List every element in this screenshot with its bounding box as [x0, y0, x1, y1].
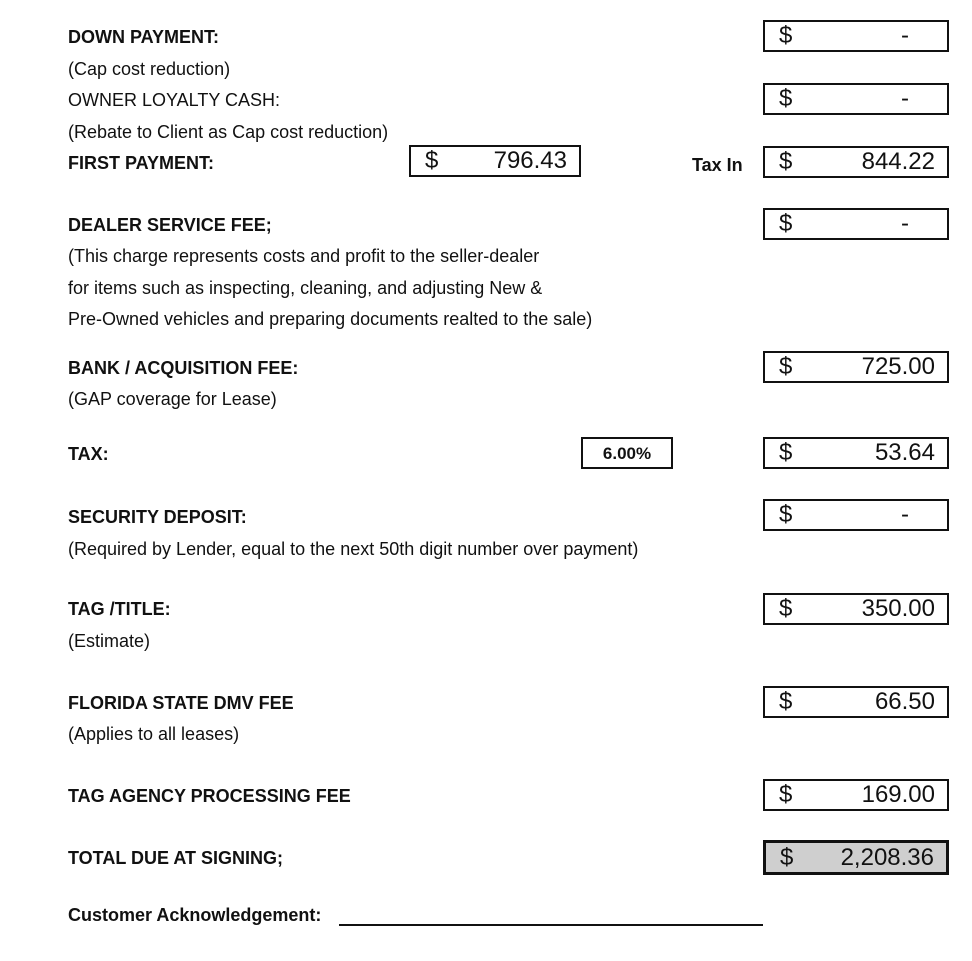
owner-loyalty-amount-box	[763, 83, 949, 115]
tax-label: TAX:	[68, 444, 109, 464]
owner-loyalty-note: (Rebate to Client as Cap cost reduction)	[68, 122, 389, 142]
dealer-fee-amount-box	[763, 208, 949, 240]
owner-loyalty-amount: -	[901, 85, 909, 112]
tag-title-label: TAG /TITLE:	[68, 599, 171, 619]
down-payment-note: (Cap cost reduction)	[68, 59, 231, 79]
bank-fee-label: BANK / ACQUISITION FEE:	[68, 358, 299, 378]
currency-symbol: $	[779, 439, 793, 466]
tag-title-amount-box	[763, 593, 949, 625]
currency-symbol: $	[779, 501, 793, 528]
bank-fee-amount-box	[763, 351, 949, 383]
dealer-fee-label: DEALER SERVICE FEE;	[68, 215, 272, 235]
down-payment-label: DOWN PAYMENT:	[68, 27, 220, 47]
currency-symbol: $	[779, 353, 793, 380]
tax-in-label: Tax In	[692, 155, 743, 175]
first-payment-pretax-amount: 796.43	[493, 147, 567, 174]
dealer-fee-amount: -	[901, 210, 909, 237]
currency-symbol: $	[425, 147, 439, 174]
customer-acknowledgement-label: Customer Acknowledgement:	[68, 905, 322, 925]
currency-symbol: $	[779, 595, 793, 622]
security-deposit-amount-box	[763, 499, 949, 531]
tax-rate-box: 6.00%	[581, 437, 673, 469]
security-deposit-label: SECURITY DEPOSIT:	[68, 507, 247, 527]
bank-fee-amount: 725.00	[861, 353, 935, 380]
down-payment-amount: -	[901, 22, 909, 49]
dmv-fee-amount: 66.50	[874, 688, 935, 715]
security-deposit-amount: -	[901, 501, 909, 528]
down-payment-amount-box	[763, 20, 949, 52]
dealer-fee-note-line-2: for items such as inspecting, cleaning, and adjusting New &	[68, 278, 543, 298]
currency-symbol: $	[779, 781, 793, 808]
agency-fee-amount: 169.00	[861, 781, 935, 808]
first-payment-amount: 844.22	[861, 148, 935, 175]
agency-fee-amount-box	[763, 779, 949, 811]
dmv-fee-label: FLORIDA STATE DMV FEE	[68, 693, 294, 713]
first-payment-amount-box	[763, 146, 949, 178]
first-payment-label: FIRST PAYMENT:	[68, 153, 215, 173]
tag-title-note: (Estimate)	[68, 631, 151, 651]
currency-symbol: $	[779, 148, 793, 175]
currency-symbol: $	[779, 688, 793, 715]
currency-symbol: $	[779, 22, 793, 49]
signature-line[interactable]	[339, 924, 763, 926]
total-due-amount: 2,208.36	[840, 844, 934, 871]
agency-fee-label: TAG AGENCY PROCESSING FEE	[68, 786, 351, 806]
dmv-fee-amount-box	[763, 686, 949, 718]
dealer-fee-note-line-3: Pre-Owned vehicles and preparing documents realted to the sale)	[68, 309, 593, 329]
security-deposit-note: (Required by Lender, equal to the next 50th digit number over payment)	[68, 539, 639, 559]
currency-symbol: $	[780, 844, 794, 871]
dealer-fee-note-line-1: (This charge represents costs and profit to the seller-dealer	[68, 246, 540, 266]
total-due-amount-box	[763, 840, 949, 875]
tag-title-amount: 350.00	[861, 595, 935, 622]
dmv-fee-note: (Applies to all leases)	[68, 724, 240, 744]
first-payment-pretax-box	[409, 145, 581, 177]
owner-loyalty-label: OWNER LOYALTY CASH:	[68, 90, 281, 110]
total-due-label: TOTAL DUE AT SIGNING;	[68, 848, 283, 868]
tax-amount: 53.64	[874, 439, 935, 466]
tax-amount-box	[763, 437, 949, 469]
bank-fee-note: (GAP coverage for Lease)	[68, 389, 277, 409]
currency-symbol: $	[779, 210, 793, 237]
currency-symbol: $	[779, 85, 793, 112]
